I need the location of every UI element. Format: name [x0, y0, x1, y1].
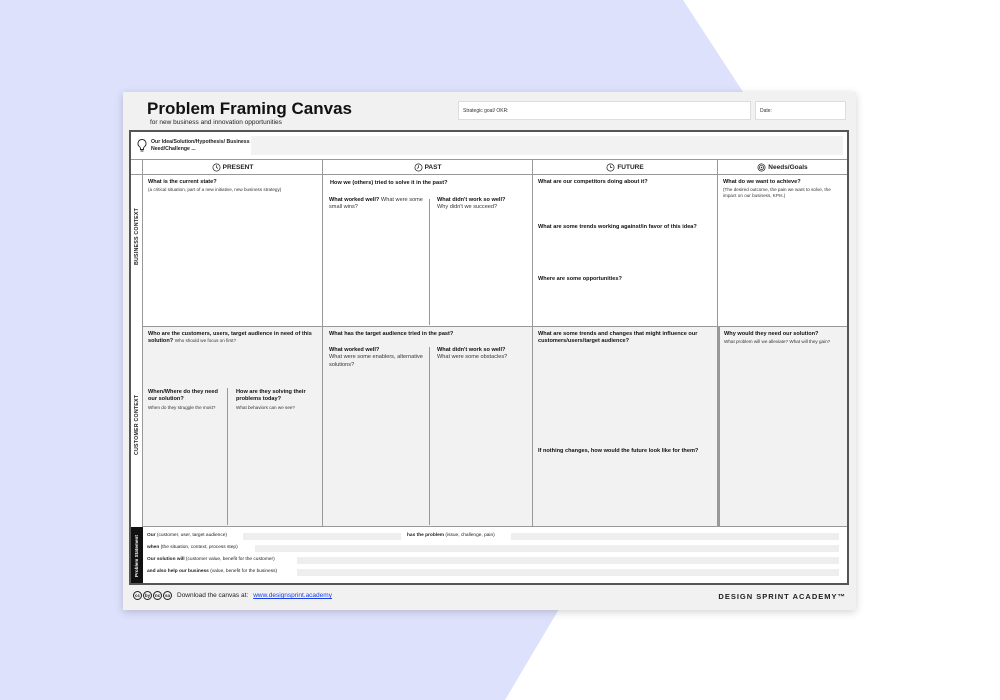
- cc-icon: cc: [134, 593, 140, 598]
- column-head-corner: [131, 160, 143, 175]
- lightbulb-icon: [136, 138, 148, 154]
- clock-icon: [212, 163, 221, 172]
- question-hint: What were some enablers, alternative solutions?: [329, 354, 423, 368]
- divider: [429, 199, 430, 325]
- column-head-present: [143, 160, 323, 175]
- ps-also-field[interactable]: [297, 569, 839, 576]
- idea-row: [131, 132, 847, 160]
- download-link[interactable]: www.designsprint.academy: [253, 592, 332, 599]
- question-text: When/Where do they need our solution?: [148, 389, 218, 403]
- ps-solution-hint: (customer value, benefit for the customer): [185, 557, 275, 562]
- question-text: What worked well?: [329, 347, 380, 353]
- business-future-q3: [538, 276, 708, 283]
- business-past-failed: [437, 197, 529, 212]
- problem-statement-label: Problem Statement: [134, 535, 139, 577]
- business-needs-question: [723, 179, 841, 199]
- ps-line-when: [147, 545, 238, 550]
- row-label-strip: [131, 175, 143, 527]
- question-hint: (The desired outcome, the pain we want to solve, the impact on our business, KPIs.): [723, 187, 831, 199]
- customer-past-cell[interactable]: [323, 327, 533, 527]
- nc-icon: nc: [154, 593, 161, 598]
- column-label-present: PRESENT: [222, 163, 254, 171]
- question-hint: What problem will we alleviate? What will they gain?: [724, 339, 831, 345]
- question-hint: What were some small wins?: [329, 197, 423, 211]
- question-text: What is the current state?: [148, 179, 217, 185]
- column-head-needs: [718, 160, 847, 175]
- question-text: What didn't work so well?: [437, 197, 506, 203]
- customer-future-cell[interactable]: [533, 327, 718, 527]
- question-text: What has the target audience tried in the past?: [329, 331, 454, 337]
- customer-present-cell[interactable]: [143, 327, 323, 527]
- question-hint: What behaviors can we see?: [236, 404, 295, 410]
- row-label-customer: CUSTOMER CONTEXT: [134, 394, 140, 455]
- question-text: How we (others) tried to solve it in the past?: [330, 180, 448, 186]
- question-text: What worked well?: [329, 197, 380, 203]
- ps-solution-bold: Our solution will: [147, 557, 185, 562]
- column-head-future: [533, 160, 718, 175]
- column-label-future: FUTURE: [617, 163, 644, 171]
- brand-logo: DESIGN SPRINT ACADEMY™: [718, 592, 846, 601]
- business-past-worked: [329, 197, 424, 212]
- question-text: Why would they need our solution?: [724, 331, 819, 337]
- ps-line-also: [147, 569, 277, 574]
- question-text: Where are some opportunities?: [538, 276, 622, 282]
- question-hint: When do they struggle the most?: [148, 404, 216, 410]
- question-text: What didn't work so well?: [437, 347, 506, 353]
- business-future-cell[interactable]: [533, 175, 718, 327]
- canvas-subtitle: for new business and innovation opportunities: [150, 119, 282, 126]
- business-future-q2: [538, 224, 708, 231]
- customer-future-q2: [538, 448, 708, 455]
- target-icon: [757, 163, 766, 172]
- customer-past-failed: [437, 347, 529, 362]
- question-hint: Who should we focus on first?: [174, 338, 237, 344]
- ps-has-hint: (issue, challenge, pain): [445, 533, 495, 538]
- question-text: What are some trends and changes that might influence our customers/users/target audience?: [538, 331, 698, 345]
- canvas-title: Problem Framing Canvas: [147, 99, 353, 118]
- question-text: What do we want to achieve?: [723, 179, 801, 185]
- ps-our-hint: (customer, user, target audience): [156, 533, 227, 538]
- sa-icon: sa: [164, 593, 170, 598]
- idea-label: Our Idea/Solution/Hypothesis/ Business Need/Challenge ...: [151, 139, 250, 152]
- ps-when-bold: when: [147, 545, 160, 550]
- customer-present-question: [148, 331, 313, 346]
- ps-line-our: [147, 533, 227, 538]
- customer-needs-cell[interactable]: [718, 327, 847, 527]
- business-future-q1: [538, 179, 708, 186]
- divider: [227, 388, 228, 525]
- date-label: Date:: [760, 108, 772, 114]
- customer-past-worked: [329, 347, 424, 369]
- strategic-goal-label: Strategic goal/ OKR:: [463, 108, 509, 114]
- business-present-question: [148, 179, 313, 193]
- business-needs-cell[interactable]: [718, 175, 847, 327]
- customer-needs-question: [724, 331, 844, 345]
- by-icon: by: [144, 593, 151, 598]
- column-head-past: [323, 160, 533, 175]
- problem-statement-strip: [131, 527, 143, 583]
- ps-when-hint: (the situation, context, process step): [160, 545, 238, 550]
- date-field[interactable]: [755, 101, 846, 120]
- question-hint: What were some obstacles?: [437, 354, 508, 361]
- strategic-goal-field[interactable]: [458, 101, 751, 120]
- question-text: How are they solving their problems today?: [236, 389, 306, 403]
- ps-has-bold: has the problem: [407, 533, 445, 538]
- question-hint: (a critical situation, part of a new initiative, new business strategy): [148, 187, 282, 193]
- canvas-grid: [129, 130, 849, 585]
- column-label-needs: Needs/Goals: [768, 163, 808, 171]
- divider: [429, 347, 430, 525]
- business-past-question: [330, 180, 525, 187]
- column-label-past: PAST: [424, 163, 442, 171]
- ps-also-bold: and also help our business: [147, 569, 209, 574]
- business-past-cell[interactable]: [323, 175, 533, 327]
- customer-when-question: [148, 389, 224, 411]
- idea-input[interactable]: [251, 136, 843, 155]
- history-clock-icon: [414, 163, 423, 172]
- creative-commons-icons: [133, 591, 172, 600]
- ps-when-field[interactable]: [255, 545, 839, 552]
- row-label-business: BUSINESS CONTEXT: [134, 207, 140, 265]
- customer-how-question: [236, 389, 316, 411]
- download-text: Download the canvas at:: [177, 592, 249, 599]
- customer-future-q1: [538, 331, 714, 346]
- question-text: What are our competitors doing about it?: [538, 179, 648, 185]
- question-text: Who are the customers, users, target audience in need of this solution?: [148, 331, 312, 345]
- ps-also-hint: (value, benefit for the business): [210, 569, 278, 574]
- canvas-sheet: [123, 92, 856, 610]
- ps-has-field[interactable]: [511, 533, 839, 540]
- ps-line-has: [407, 533, 495, 538]
- ps-our-bold: Our: [147, 533, 156, 538]
- ps-line-solution: [147, 557, 275, 562]
- ps-solution-field[interactable]: [297, 557, 839, 564]
- customer-past-question: [329, 331, 524, 338]
- question-text: If nothing changes, how would the future look like for them?: [538, 448, 699, 454]
- question-hint: Why didn't we succeed?: [437, 204, 498, 211]
- business-present-cell[interactable]: [143, 175, 323, 327]
- footer-download: [133, 591, 332, 600]
- future-clock-icon: [606, 163, 615, 172]
- ps-our-field[interactable]: [243, 533, 401, 540]
- question-text: What are some trends working against/in favor of this idea?: [538, 224, 697, 230]
